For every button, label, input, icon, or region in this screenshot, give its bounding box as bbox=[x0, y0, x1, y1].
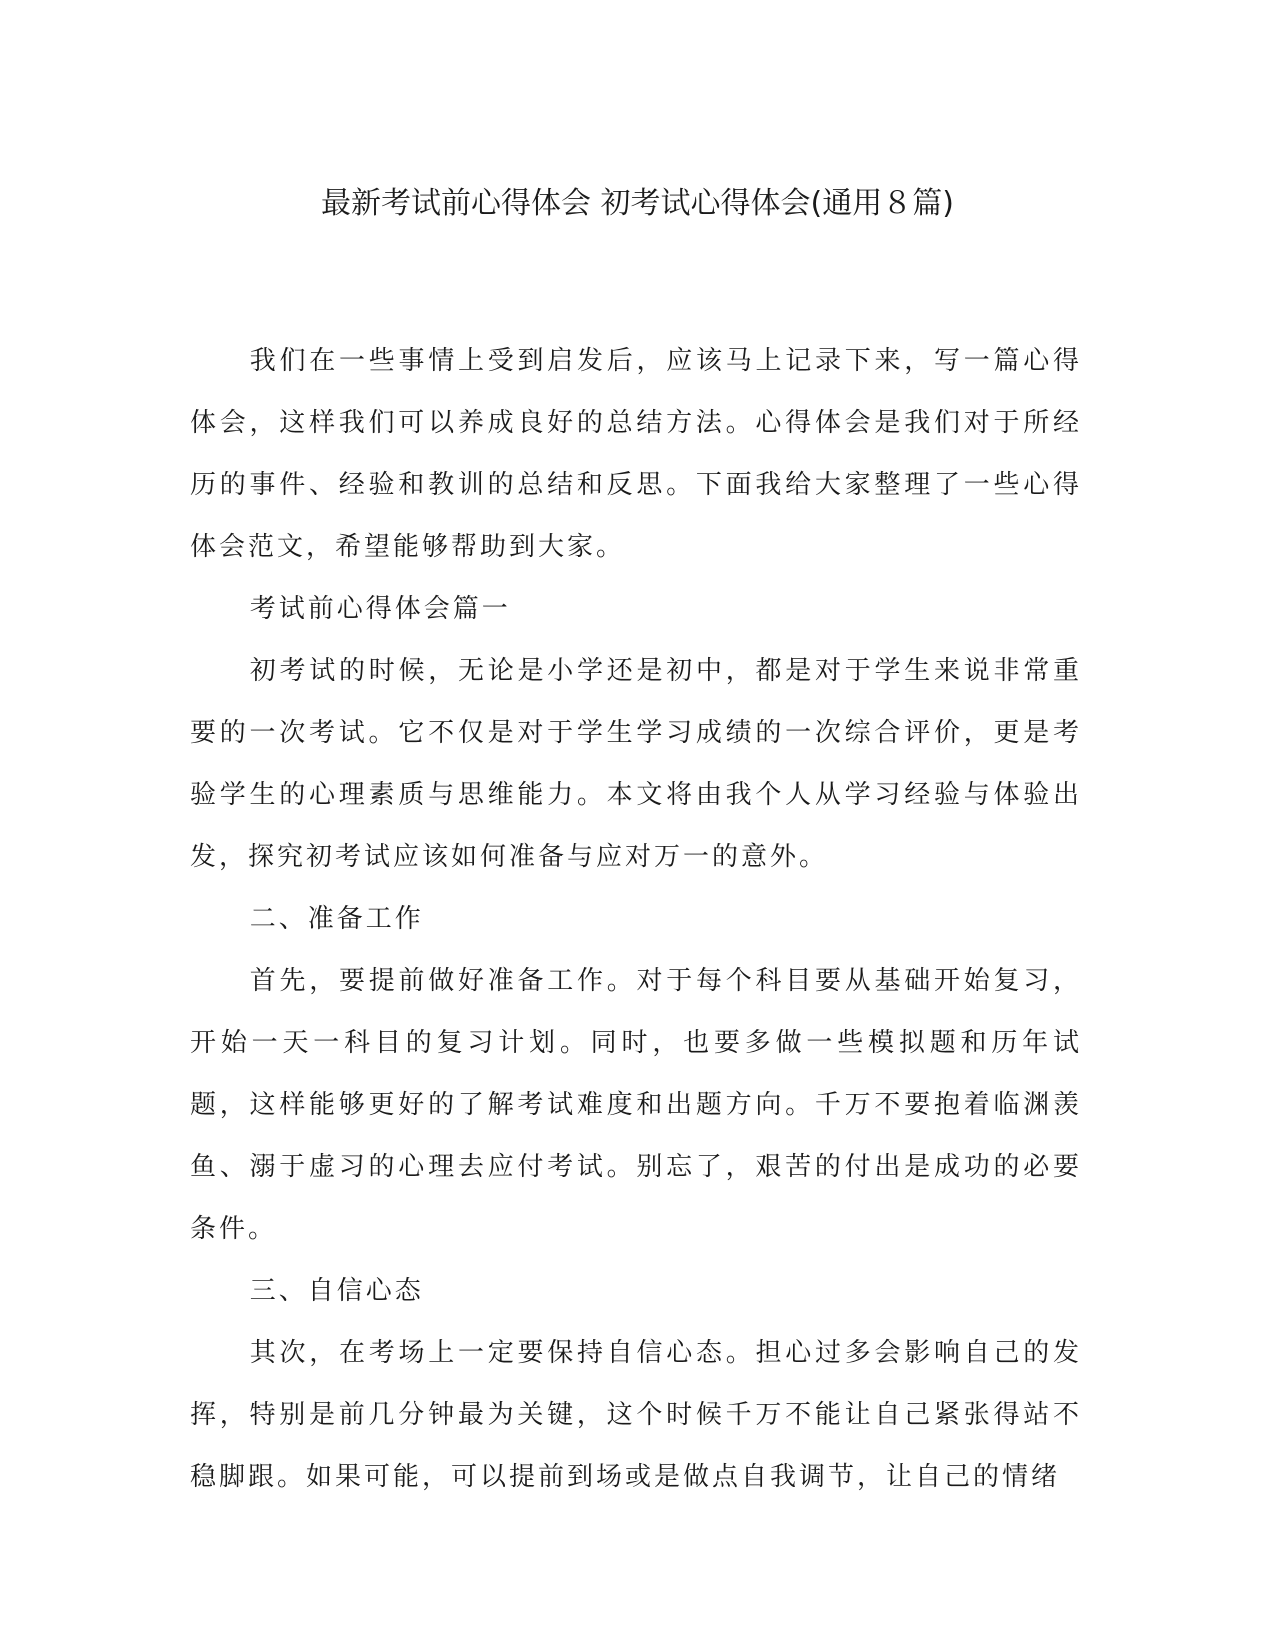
section-heading-preparation: 二、准备工作 bbox=[249, 904, 424, 934]
document-title: 最新考试前心得体会 初考试心得体会(通用８篇) bbox=[321, 186, 954, 221]
body-paragraph: 其次，在考场上一定要保持自信心态。担心过多会影响自己的发挥，特别是前几分钟最为关键，这个时候千万不能让自己紧张得站不稳脚跟。如果可能，可以提前到场或是做点自我调节，让自己的情绪 bbox=[190, 1338, 1082, 1492]
intro-paragraph: 我们在一些事情上受到启发后，应该马上记录下来，写一篇心得体会，这样我们可以养成良好的总结方法。心得体会是我们对于所经历的事件、经验和教训的总结和反思。下面我给大家整理了一些心得体会范文，希望能够帮助到大家。 bbox=[190, 346, 1082, 562]
section-heading-confidence: 三、自信心态 bbox=[249, 1276, 424, 1306]
section-heading-part-one: 考试前心得体会篇一 bbox=[249, 594, 511, 624]
body-paragraph: 初考试的时候，无论是小学还是初中，都是对于学生来说非常重要的一次考试。它不仅是对于学生学习成绩的一次综合评价，更是考验学生的心理素质与思维能力。本文将由我个人从学习经验与体验出发，探究初考试应该如何准备与应对万一的意外。 bbox=[190, 656, 1082, 872]
body-paragraph: 首先，要提前做好准备工作。对于每个科目要从基础开始复习，开始一天一科目的复习计划。同时，也要多做一些模拟题和历年试题，这样能够更好的了解考试难度和出题方向。千万不要抱着临渊羡鱼、溺于虚习的心理去应付考试。别忘了，艰苦的付出是成功的必要条件。 bbox=[190, 966, 1082, 1244]
document-body bbox=[190, 330, 1082, 1508]
